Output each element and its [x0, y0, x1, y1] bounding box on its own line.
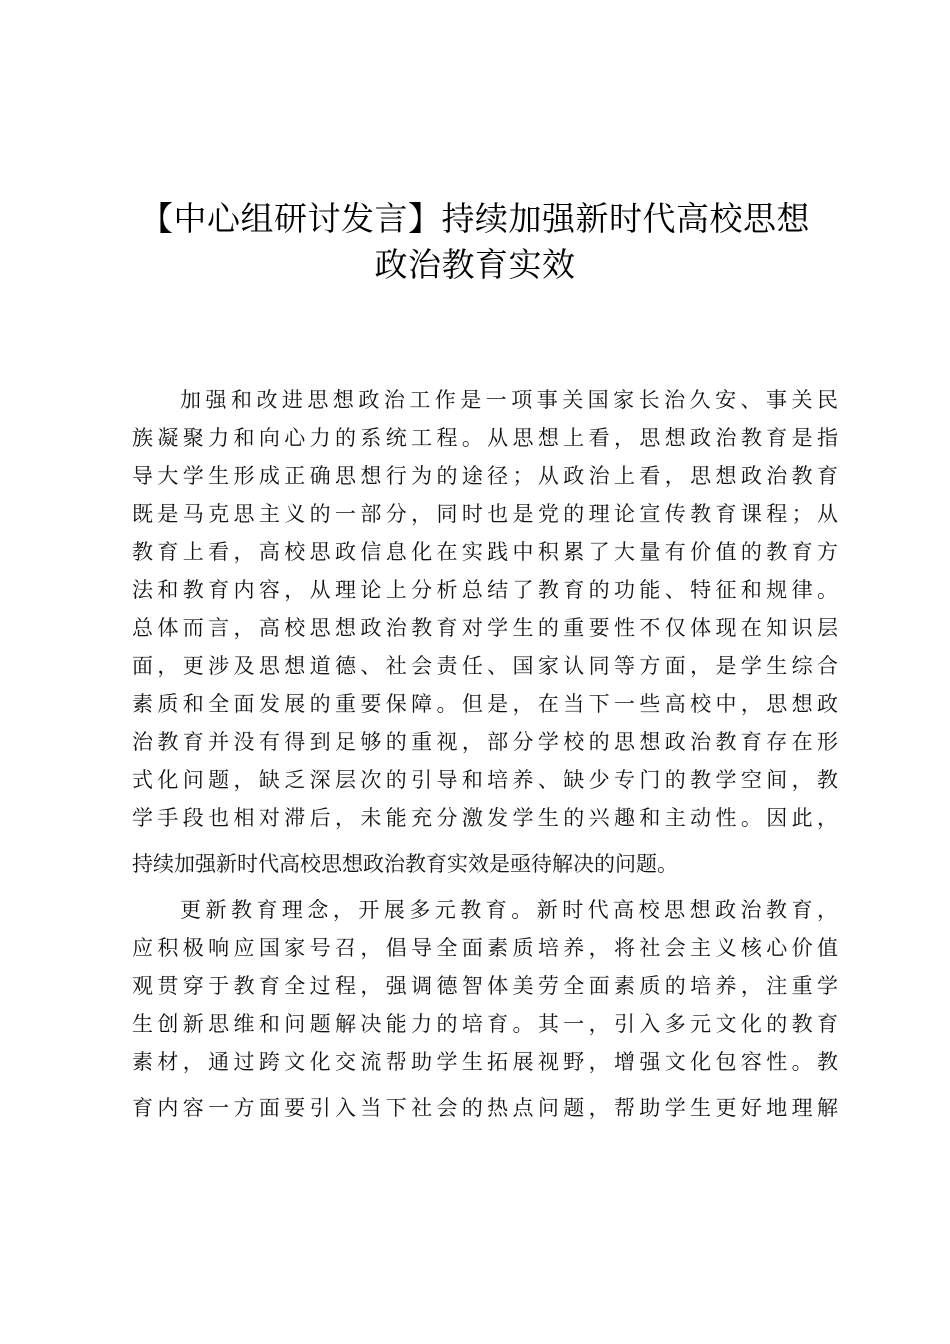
paragraph-line: 加强和改进思想政治工作是一项事关国家长治久安、事关民: [180, 388, 838, 412]
document-body: [132, 381, 838, 1127]
paragraph-line: 式化问题，缺乏深层次的引导和培养、缺少专门的教学空间，教: [132, 768, 838, 792]
paragraph-line: 导大学生形成正确思想行为的途径；从政治上看，思想政治教育: [132, 464, 838, 488]
title-line-1: 【中心组研讨发言】持续加强新时代高校思想: [140, 199, 810, 238]
title-line-2: 政治教育实效: [374, 245, 576, 284]
paragraph-line: 素质和全面发展的重要保障。但是，在当下一些高校中，思想政: [132, 692, 838, 716]
paragraph-line: 更新教育理念，开展多元教育。新时代高校思想政治教育，: [180, 898, 838, 922]
paragraph-line: 面，更涉及思想道德、社会责任、国家认同等方面，是学生综合: [132, 654, 838, 678]
paragraph-line: 治教育并没有得到足够的重视，部分学校的思想政治教育存在形: [132, 730, 838, 754]
paragraph-line: 观贯穿于教育全过程，强调德智体美劳全面素质的培养，注重学: [132, 974, 838, 998]
paragraph-line: 教育上看，高校思政信息化在实践中积累了大量有价值的教育方: [132, 540, 838, 564]
paragraph-1: [132, 381, 838, 883]
paragraph-line: 学手段也相对滞后，未能充分激发学生的兴趣和主动性。因此，: [132, 806, 838, 830]
paragraph-line: 育内容一方面要引入当下社会的热点问题，帮助学生更好地理解: [132, 1096, 838, 1120]
paragraph-line: 生创新思维和问题解决能力的培育。其一，引入多元文化的教育: [132, 1012, 838, 1036]
paragraph-line: 总体而言，高校思想政治教育对学生的重要性不仅体现在知识层: [132, 616, 838, 640]
paragraph-line: 法和教育内容，从理论上分析总结了教育的功能、特征和规律。: [132, 578, 838, 602]
paragraph-line: 应积极响应国家号召，倡导全面素质培养，将社会主义核心价值: [132, 936, 838, 960]
paragraph-line: 既是马克思主义的一部分，同时也是党的理论宣传教育课程；从: [132, 502, 838, 526]
paragraph-line: 素材，通过跨文化交流帮助学生拓展视野，增强文化包容性。教: [132, 1050, 838, 1074]
document-title: [100, 196, 850, 288]
paragraph-line: 族凝聚力和向心力的系统工程。从思想上看，思想政治教育是指: [132, 426, 838, 450]
paragraph-2: [132, 891, 838, 1127]
paragraph-line: 持续加强新时代高校思想政治教育实效是亟待解决的问题。: [132, 852, 678, 876]
